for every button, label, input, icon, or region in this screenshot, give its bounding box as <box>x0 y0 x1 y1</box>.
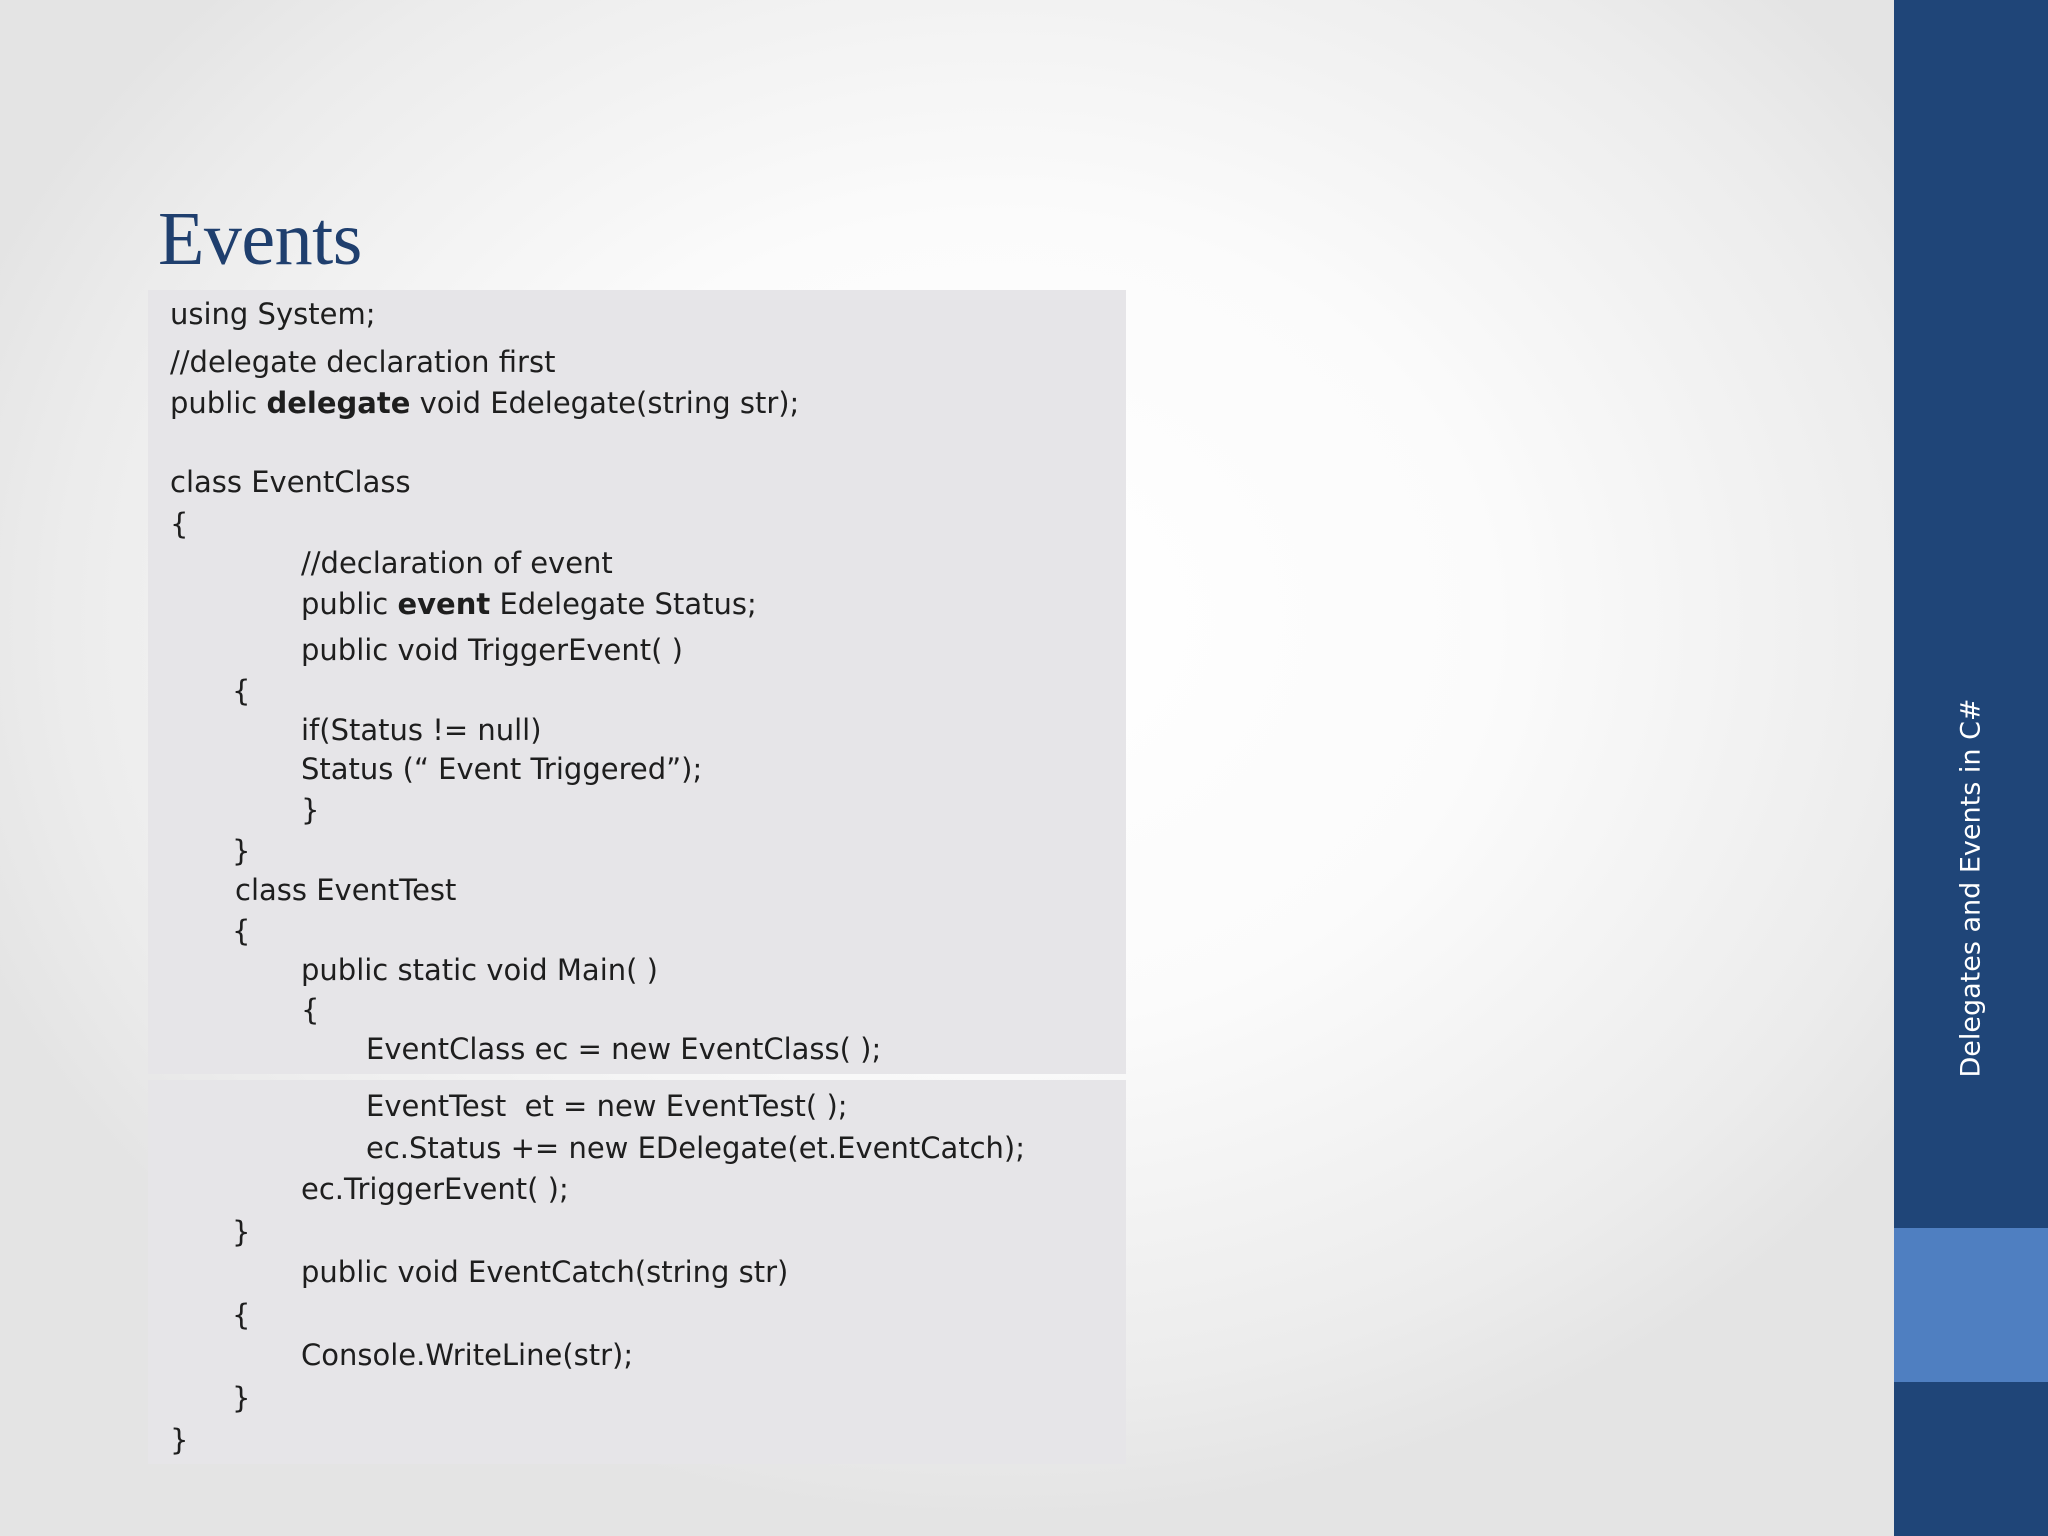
code-text: public <box>301 587 398 621</box>
code-line: } <box>232 834 251 868</box>
code-line: EventTest et = new EventTest( ); <box>366 1089 848 1123</box>
code-line: { <box>170 507 189 541</box>
code-line: public static void Main( ) <box>301 953 658 987</box>
sidebar-caption: Delegates and Events in C# <box>1955 698 1987 1078</box>
code-text: void Edelegate(string str); <box>410 386 800 420</box>
code-line: class EventClass <box>170 465 411 499</box>
code-line: } <box>232 1215 251 1249</box>
code-text: public <box>170 386 267 420</box>
code-line: if(Status != null) <box>301 713 542 747</box>
slide-title: Events <box>158 197 362 281</box>
code-line: ec.Status += new EDelegate(et.EventCatch); <box>366 1131 1026 1165</box>
code-line: //declaration of event <box>301 546 613 580</box>
code-text: Edelegate Status; <box>490 587 757 621</box>
code-line: //delegate declaration first <box>170 345 556 379</box>
code-line <box>301 586 757 622</box>
code-line: EventClass ec = new EventClass( ); <box>366 1032 882 1066</box>
code-line: public void EventCatch(string str) <box>301 1255 789 1289</box>
code-line: public void TriggerEvent( ) <box>301 633 683 667</box>
code-keyword: event <box>397 587 491 621</box>
code-line: { <box>232 914 251 948</box>
code-line <box>170 385 799 421</box>
code-line: { <box>232 674 251 708</box>
code-line: { <box>301 993 320 1027</box>
code-line: } <box>170 1423 189 1457</box>
code-line: ec.TriggerEvent( ); <box>301 1172 569 1206</box>
sidebar-band <box>1894 0 2048 1536</box>
sidebar-accent-block <box>1894 1228 2048 1382</box>
code-line: Console.WriteLine(str); <box>301 1338 634 1372</box>
code-line: } <box>301 793 320 827</box>
code-keyword: delegate <box>266 386 411 420</box>
code-line: Status (“ Event Triggered”); <box>301 752 703 786</box>
code-line: class EventTest <box>235 873 457 907</box>
code-line: using System; <box>170 297 376 331</box>
code-line: { <box>232 1298 251 1332</box>
code-line: } <box>232 1381 251 1415</box>
